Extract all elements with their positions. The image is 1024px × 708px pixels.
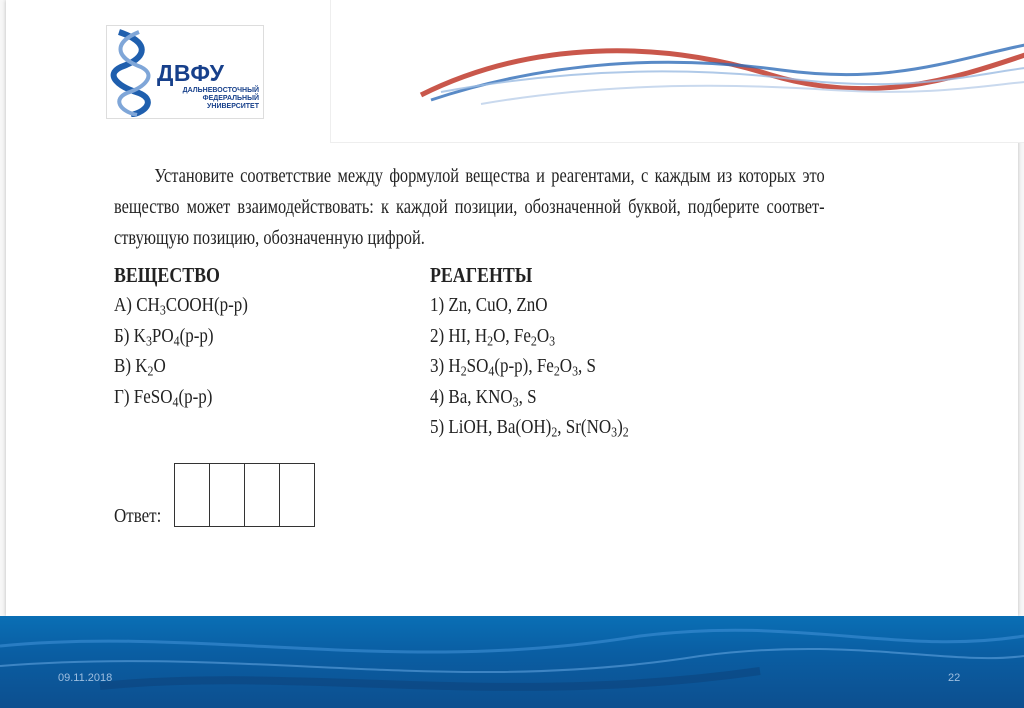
substances-heading: ВЕЩЕСТВО	[114, 263, 220, 287]
logo-title: ДВФУ	[157, 60, 225, 86]
item-label: 3)	[430, 355, 445, 377]
reagent-item	[430, 351, 629, 382]
item-label: 2)	[430, 324, 445, 347]
reagents-heading: РЕАГЕНТЫ	[430, 263, 533, 287]
substance-item	[114, 351, 248, 382]
substance-item	[114, 321, 248, 352]
formula: FeSO$_4$(р-р)	[133, 385, 213, 410]
university-logo	[106, 25, 264, 119]
logo-subtitle-line: ФЕДЕРАЛЬНЫЙ	[202, 95, 259, 102]
item-label: 4)	[430, 385, 445, 408]
answer-grid	[174, 463, 315, 527]
formula: $CH_3COOH(р-р)$	[136, 294, 248, 319]
task-text: Установите соответствие между формулой вещества и реагентами, с каждым из которых это вещество может взаимодействовать: к каждой позиции, обозначенной буквой, подберите соответ-ствующую позицию, обозначенную цифрой.	[114, 166, 825, 249]
formula: $H_2SO_4(р-р)$, $Fe_2O_3$, S	[448, 355, 596, 380]
page-number: 22	[948, 672, 961, 684]
footer-date: 09.11.2018	[58, 672, 113, 684]
answer-cell[interactable]	[245, 464, 280, 526]
substances-column	[114, 260, 248, 412]
reagent-item	[430, 321, 629, 352]
item-label: 5)	[430, 416, 445, 438]
formula: Zn, CuO, ZnO	[448, 294, 548, 316]
logo-subtitle	[157, 87, 259, 111]
item-label: А)	[114, 294, 132, 316]
formula: $K_3PO_4(р-р)$	[133, 324, 214, 349]
item-label: В)	[114, 355, 131, 377]
answer-cell[interactable]	[175, 464, 210, 526]
header-waves	[330, 0, 1024, 143]
answer-cell[interactable]	[280, 464, 314, 526]
formula: LiOH, $Ba(OH)_2$, $Sr(NO_3)_2$	[448, 416, 629, 441]
formula: HI, $H_2O$, $Fe_2O_3$	[448, 324, 556, 349]
answer-cell[interactable]	[210, 464, 245, 526]
item-label: 1)	[430, 294, 445, 316]
helix-emblem-icon	[109, 27, 159, 117]
logo-subtitle-line: ДАЛЬНЕВОСТОЧНЫЙ	[182, 87, 259, 94]
reagents-column	[430, 260, 629, 443]
footer-band	[0, 616, 1024, 708]
answer-label: Ответ:	[114, 505, 162, 527]
reagent-item	[430, 290, 629, 321]
substance-item	[114, 290, 248, 321]
decorative-waves	[331, 0, 1024, 142]
reagent-item	[430, 412, 629, 443]
logo-subtitle-line: УНИВЕРСИТЕТ	[207, 103, 259, 110]
substance-item	[114, 382, 248, 413]
item-label: Б)	[114, 324, 130, 347]
item-label: Г)	[114, 385, 130, 408]
footer-waves	[0, 616, 1024, 708]
formula: Ba, $KNO_3$, S	[448, 385, 537, 410]
formula: $K_2O$	[135, 355, 166, 380]
reagent-item	[430, 382, 629, 413]
